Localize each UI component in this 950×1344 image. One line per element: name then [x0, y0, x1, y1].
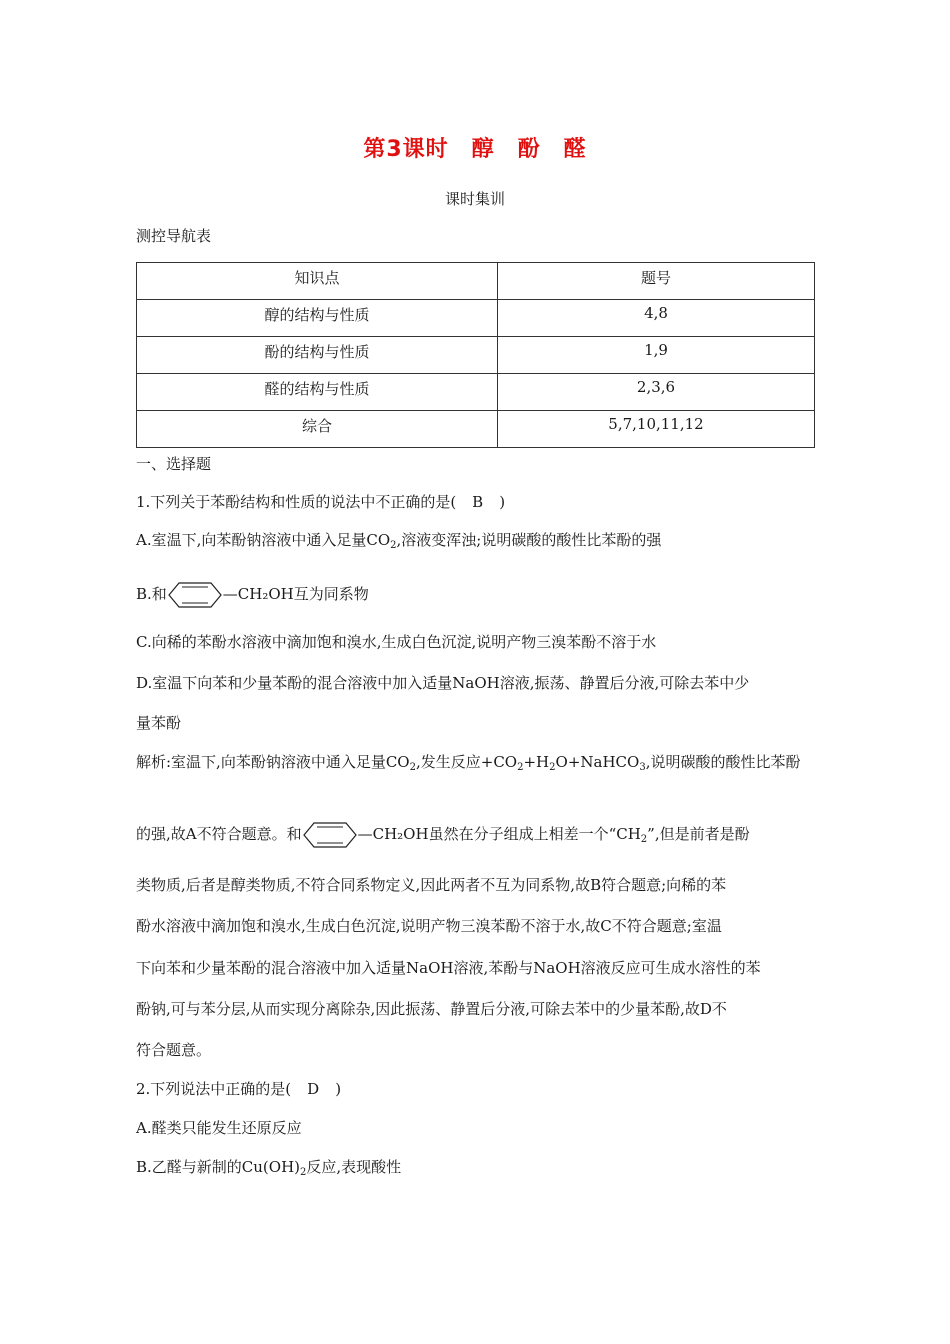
table-cell: 2,3,6: [498, 374, 815, 411]
table-cell: 醛的结构与性质: [137, 374, 498, 411]
table-row: [137, 337, 815, 374]
ch2oh-label: —CH₂OH: [357, 825, 429, 843]
text: B.乙醛与新制的Cu(OH): [136, 1158, 301, 1176]
table-cell: 1,9: [498, 337, 815, 374]
q1-analysis-line4: 酚水溶液中滴加饱和溴水,生成白色沉淀,说明产物三溴苯酚不溶于水,故C不符合题意;室温: [136, 917, 722, 935]
text: ,说明碳酸的酸性比苯酚: [645, 753, 801, 771]
table-cell: 综合: [137, 411, 498, 448]
table-row: [137, 374, 815, 411]
benzene-ring-icon: [167, 580, 223, 610]
q1-analysis-line6: 酚钠,可与苯分层,从而实现分离除杂,因此振荡、静置后分液,可除去苯中的少量苯酚,故D不: [136, 1000, 727, 1018]
table-cell: 醇的结构与性质: [137, 300, 498, 337]
text: O+NaHCO: [555, 753, 640, 771]
nav-table-label: 测控导航表: [136, 227, 212, 245]
q2-stem: [136, 1079, 816, 1099]
section-heading: 一、选择题: [136, 455, 212, 473]
header-question-no: 题号: [498, 263, 815, 300]
subtitle: 课时集训: [444, 190, 505, 208]
benzene-ring-icon: [302, 820, 358, 850]
subscript: 2: [300, 1167, 307, 1178]
q1-close: ): [499, 493, 506, 511]
q1-option-c: C.向稀的苯酚水溶液中滴加饱和溴水,生成白色沉淀,说明产物三溴苯酚不溶于水: [136, 633, 657, 651]
q2-close: ): [335, 1080, 342, 1098]
text: 互为同系物: [293, 585, 369, 603]
table-row: [137, 411, 815, 448]
q2-answer: D: [307, 1080, 320, 1098]
q1-option-a: [136, 530, 816, 550]
q2-option-b: [136, 1157, 816, 1177]
q1-analysis-line1: [136, 752, 816, 772]
q1-analysis-line5: 下向苯和少量苯酚的混合溶液中加入适量NaOH溶液,苯酚与NaOH溶液反应可生成水溶性的苯: [136, 959, 761, 977]
q1-stem-text: 1.下列关于苯酚结构和性质的说法中不正确的是(: [136, 493, 457, 511]
text: ,发生反应+CO: [415, 753, 518, 771]
q1-analysis-line3: 类物质,后者是醇类物质,不符合同系物定义,因此两者不互为同系物,故B符合题意;向稀的苯: [136, 876, 727, 894]
table-row: [137, 300, 815, 337]
text: A.室温下,向苯酚钠溶液中通入足量CO: [136, 531, 391, 549]
table-cell: 酚的结构与性质: [137, 337, 498, 374]
text: 虽然在分子组成上相差一个“CH: [428, 825, 641, 843]
table-cell: 5,7,10,11,12: [498, 411, 815, 448]
q1-stem: [136, 492, 816, 512]
text: ,溶液变浑浊;说明碳酸的酸性比苯酚的强: [396, 531, 662, 549]
subscript: 2: [390, 540, 397, 551]
q1-analysis-line7: 符合题意。: [136, 1041, 212, 1059]
text: 解析:室温下,向苯酚钠溶液中通入足量CO: [136, 753, 410, 771]
subscript: 2: [517, 762, 524, 773]
q1-analysis-line2: [136, 820, 816, 850]
header-knowledge: 知识点: [137, 263, 498, 300]
q1-answer: B: [472, 493, 484, 511]
q1-option-d-line1: D.室温下向苯和少量苯酚的混合溶液中加入适量NaOH溶液,振荡、静置后分液,可除去苯中少: [136, 674, 750, 692]
subscript: 2: [409, 762, 416, 773]
ch2oh-label: —CH₂OH: [222, 585, 294, 603]
nav-table: [136, 262, 815, 448]
text: ”,但是前者是酚: [647, 825, 750, 843]
subscript: 2: [549, 762, 556, 773]
q2-option-a: A.醛类只能发生还原反应: [136, 1119, 302, 1137]
table-header-row: [137, 263, 815, 300]
table-cell: 4,8: [498, 300, 815, 337]
text: +H: [523, 753, 550, 771]
q1-option-b: [136, 580, 816, 610]
text: B.和: [136, 585, 167, 603]
text: 的强,故A不符合题意。和: [136, 825, 302, 843]
subscript: 2: [640, 834, 648, 845]
lesson-title: 第3课时 醇 酚 醛: [363, 137, 587, 162]
subscript: 3: [639, 762, 646, 773]
text: 反应,表现酸性: [306, 1158, 402, 1176]
q2-stem-text: 2.下列说法中正确的是(: [136, 1080, 292, 1098]
q1-option-d-line2: 量苯酚: [136, 714, 182, 732]
